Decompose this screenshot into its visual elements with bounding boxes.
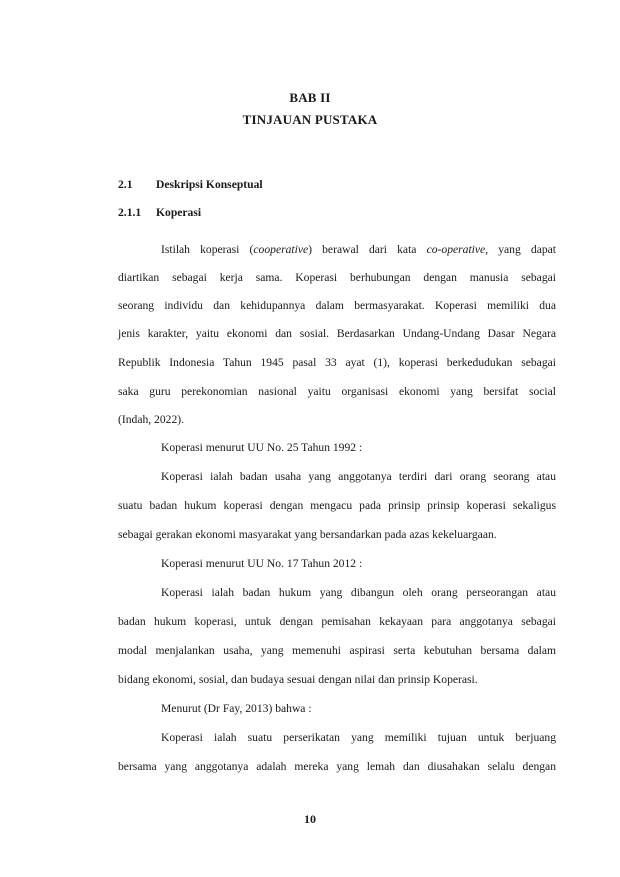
paragraph-line: (Indah, 2022). [118, 413, 185, 426]
section-heading-2-1 [118, 178, 263, 191]
paragraph-line: sebagai gerakan ekonomi masyarakat yang bersandarkan pada azas kekeluargaan. [118, 528, 497, 541]
paragraph-line: jenis karakter, yaitu ekonomi dan sosial. Berdasarkan Undang-Undang Dasar Negara [118, 327, 556, 340]
paragraph-line: bersama yang anggotanya adalah mereka yang lemah dan diusahakan selalu dengan [118, 760, 556, 773]
italic-term: co-operative [426, 243, 486, 256]
paragraph-line: suatu badan hukum koperasi dengan mengacu pada prinsip prinsip koperasi sekaligus [118, 499, 556, 512]
paragraph-line: diartikan sebagai kerja sama. Koperasi berhubungan dengan manusia sebagai [118, 271, 556, 284]
section-number: 2.1.1 [118, 206, 142, 219]
text-span: Istilah koperasi ( [161, 243, 254, 256]
law-intro: Koperasi menurut UU No. 25 Tahun 1992 : [161, 441, 363, 454]
paragraph-line: seorang individu dan kehidupannya dalam bermasyarakat. Koperasi memiliki dua [118, 299, 556, 312]
text-span: , yang dapat [485, 243, 557, 256]
section-number: 2.1 [118, 178, 133, 191]
paragraph-line: Koperasi ialah suatu perserikatan yang memiliki tujuan untuk berjuang [161, 731, 556, 744]
paragraph-line: saka guru perekonomian nasional yaitu organisasi ekonomi yang bersifat social [118, 385, 556, 398]
page-number: 10 [304, 812, 316, 826]
paragraph-line: Koperasi ialah badan usaha yang anggotanya terdiri dari orang seorang atau [161, 470, 556, 483]
section-heading-2-1-1 [118, 206, 201, 219]
paragraph-line: badan hukum koperasi, untuk dengan pemisahan kekayaan para anggotanya sebagai [118, 615, 556, 628]
italic-term: cooperative [253, 243, 309, 256]
paragraph-line: Koperasi ialah badan hukum yang dibangun oleh orang perseorangan atau [161, 586, 556, 599]
paragraph-line: bidang ekonomi, sosial, dan budaya sesuai dengan nilai dan prinsip Koperasi. [118, 673, 478, 686]
law-intro: Koperasi menurut UU No. 17 Tahun 2012 : [161, 557, 363, 570]
chapter-title: TINJAUAN PUSTAKA [242, 112, 378, 127]
section-title: Deskripsi Konseptual [156, 178, 263, 191]
text-span: ) berawal dari kata [308, 243, 427, 256]
chapter-label: BAB II [289, 90, 331, 105]
paragraph-line: Republik Indonesia Tahun 1945 pasal 33 ayat (1), koperasi berkedudukan sebagai [118, 356, 556, 369]
paragraph-line [161, 243, 556, 257]
paragraph-line: modal menjalankan usaha, yang memenuhi aspirasi serta kebutuhan bersama dalam [118, 644, 556, 657]
quote-intro: Menurut (Dr Fay, 2013) bahwa : [161, 702, 312, 715]
section-title: Koperasi [156, 206, 202, 219]
